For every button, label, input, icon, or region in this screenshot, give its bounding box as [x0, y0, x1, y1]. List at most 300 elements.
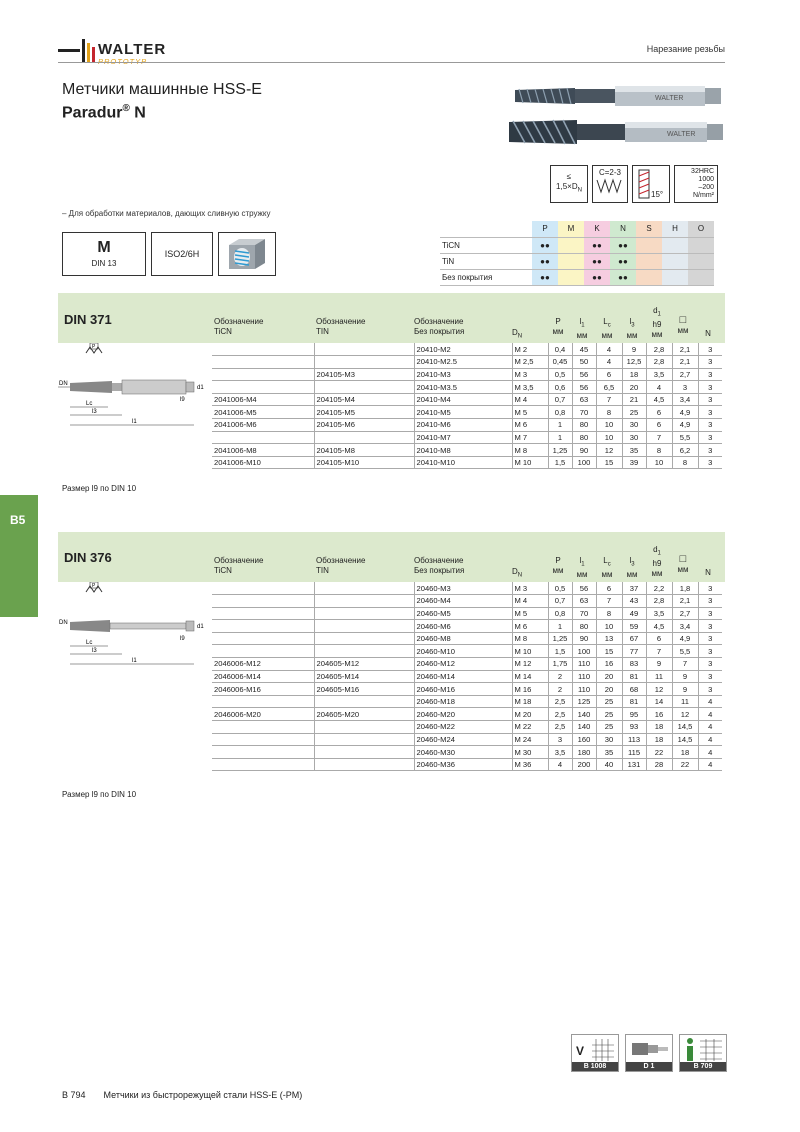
- table-cell: [314, 381, 414, 394]
- table-cell: 100: [572, 456, 596, 469]
- header-rule: [58, 62, 725, 63]
- table-cell: 2046006-M14: [212, 670, 314, 683]
- table-cell: 204105-M6: [314, 419, 414, 432]
- table-cell: 2,1: [672, 356, 698, 369]
- table-cell: 3: [698, 456, 722, 469]
- table-cell: 10: [596, 620, 622, 633]
- svg-text:P: P: [92, 583, 96, 589]
- table-cell: 16: [646, 708, 672, 721]
- table-cell: 2041006-M10: [212, 456, 314, 469]
- table-cell: 204105-M8: [314, 444, 414, 457]
- table-cell: 13: [596, 632, 622, 645]
- table-cell: 11: [672, 695, 698, 708]
- table-row: [212, 607, 722, 620]
- table-cell: 25: [596, 721, 622, 734]
- table-cell: 3: [698, 683, 722, 696]
- table-row: [212, 695, 722, 708]
- page-subtitle: Paradur® N: [62, 103, 146, 122]
- table-cell: 2,5: [548, 695, 572, 708]
- header-l1: $l_1$ мм: [576, 317, 588, 340]
- table-cell: 4: [596, 343, 622, 356]
- table-cell: 100: [572, 645, 596, 658]
- svg-text:l9: l9: [180, 397, 185, 403]
- table-row: [212, 758, 722, 771]
- table-cell: 20460-M5: [414, 607, 512, 620]
- table-row: [212, 356, 722, 369]
- table-cell: 20460-M22: [414, 721, 512, 734]
- table-cell: M 24: [512, 733, 548, 746]
- table-cell: 4: [698, 733, 722, 746]
- header-bez: Обозначение Без покрытия: [414, 317, 465, 336]
- din376-title: DIN 376: [64, 550, 112, 565]
- header-bez: Обозначение Без покрытия: [414, 556, 465, 575]
- header-dn: $D_N$: [512, 567, 523, 579]
- table-cell: 20460-M3: [414, 582, 512, 595]
- table-cell: M 5: [512, 607, 548, 620]
- table-row: [212, 670, 722, 683]
- svg-text:d1: d1: [197, 624, 204, 630]
- table-cell: 39: [622, 456, 646, 469]
- table-row: [212, 393, 722, 406]
- table-cell: 20410-M2.5: [414, 356, 512, 369]
- table-cell: 6: [596, 582, 622, 595]
- table-cell: M 8: [512, 632, 548, 645]
- svg-text:DN: DN: [59, 381, 68, 387]
- table-cell: M 30: [512, 746, 548, 759]
- table-cell: 3: [698, 645, 722, 658]
- table-cell: 14,5: [672, 733, 698, 746]
- table-cell: 113: [622, 733, 646, 746]
- table-cell: [212, 356, 314, 369]
- table-cell: 93: [622, 721, 646, 734]
- header-l1: $l_1$ мм: [576, 556, 588, 579]
- tap-image-straight: [505, 76, 725, 116]
- table-cell: 90: [572, 444, 596, 457]
- table-row: [212, 368, 722, 381]
- header-tin: Обозначение TIN: [316, 556, 366, 575]
- table-cell: 20460-M36: [414, 758, 512, 771]
- table-cell: 22: [672, 758, 698, 771]
- table-cell: [212, 645, 314, 658]
- table-cell: 7: [596, 595, 622, 608]
- table-cell: 2,8: [646, 595, 672, 608]
- table-cell: 3: [698, 658, 722, 671]
- table-cell: 110: [572, 683, 596, 696]
- table-cell: 35: [622, 444, 646, 457]
- table-cell: M 2,5: [512, 356, 548, 369]
- table-cell: M 3: [512, 582, 548, 595]
- table-cell: 10: [596, 419, 622, 432]
- header-tin: Обозначение TIN: [316, 317, 366, 336]
- table-cell: 11: [646, 670, 672, 683]
- table-cell: 6: [646, 419, 672, 432]
- material-col-k: K: [584, 221, 610, 237]
- table-cell: M 4: [512, 393, 548, 406]
- svg-text:Lc: Lc: [86, 401, 93, 407]
- table-cell: 4: [698, 721, 722, 734]
- table-cell: [314, 721, 414, 734]
- table-cell: 2: [548, 670, 572, 683]
- table-cell: 4,9: [672, 419, 698, 432]
- table-cell: 2041006-M6: [212, 419, 314, 432]
- table-cell: 20410-M3: [414, 368, 512, 381]
- table-cell: 40: [596, 758, 622, 771]
- table-cell: [314, 582, 414, 595]
- table-cell: 12,5: [622, 356, 646, 369]
- table-cell: 70: [572, 406, 596, 419]
- material-col-n: N: [610, 221, 636, 237]
- table-cell: 6: [596, 368, 622, 381]
- table-cell: [314, 620, 414, 633]
- table-cell: 25: [622, 406, 646, 419]
- tool-holder-icon[interactable]: D 1: [625, 1034, 673, 1072]
- svg-text:l3: l3: [92, 409, 97, 415]
- table-row: [212, 343, 722, 356]
- svg-text:P: P: [92, 344, 96, 350]
- table-cell: 9: [622, 343, 646, 356]
- header-p: P мм: [552, 556, 564, 575]
- table-cell: 63: [572, 393, 596, 406]
- table-cell: [212, 368, 314, 381]
- material-col-s: S: [636, 221, 662, 237]
- table-row: [212, 406, 722, 419]
- table-cell: [212, 758, 314, 771]
- table-cell: 49: [622, 607, 646, 620]
- table-cell: 2,8: [646, 356, 672, 369]
- header-dn: $D_N$: [512, 328, 523, 340]
- header-square: □ мм: [677, 314, 689, 335]
- din371-tool-diagram: [58, 343, 208, 433]
- table-cell: 20410-M7: [414, 431, 512, 444]
- page-footer: B 794 Метчики из быстрорежущей стали HSS-E (-PM): [62, 1090, 303, 1100]
- table-cell: 204605-M16: [314, 683, 414, 696]
- table-cell: 115: [622, 746, 646, 759]
- header-lc: $L_c$ мм: [601, 556, 613, 579]
- table-cell: 7: [646, 431, 672, 444]
- table-cell: 2,8: [646, 343, 672, 356]
- table-cell: 3: [698, 406, 722, 419]
- table-cell: 1,5: [548, 456, 572, 469]
- table-cell: 2,7: [672, 368, 698, 381]
- cutting-data-icon[interactable]: V B 1008: [571, 1034, 619, 1072]
- table-cell: 3: [698, 356, 722, 369]
- table-cell: 2,1: [672, 595, 698, 608]
- table-cell: 9: [646, 658, 672, 671]
- chamfer-icon: C=2-3: [592, 165, 628, 203]
- table-cell: 10: [596, 431, 622, 444]
- table-cell: [212, 381, 314, 394]
- table-cell: 204105-M10: [314, 456, 414, 469]
- table-cell: 18: [672, 746, 698, 759]
- table-cell: 2,1: [672, 343, 698, 356]
- table-cell: M 16: [512, 683, 548, 696]
- table-cell: [314, 632, 414, 645]
- table-cell: 35: [596, 746, 622, 759]
- header-l3: $l_3$ мм: [626, 317, 638, 340]
- table-cell: 67: [622, 632, 646, 645]
- table-cell: M 18: [512, 695, 548, 708]
- table-row: [212, 645, 722, 658]
- table-cell: 2041006-M8: [212, 444, 314, 457]
- table-cell: 95: [622, 708, 646, 721]
- table-cell: 18: [622, 368, 646, 381]
- table-cell: 6,2: [672, 444, 698, 457]
- table-cell: 30: [622, 431, 646, 444]
- table-cell: 3,4: [672, 620, 698, 633]
- application-note: – Для обработки материалов, дающих сливную стружку: [62, 209, 271, 218]
- table-cell: [314, 356, 414, 369]
- table-cell: [314, 595, 414, 608]
- din376-tool-diagram: [58, 582, 208, 672]
- svg-text:l1: l1: [132, 658, 137, 664]
- table-cell: 7: [672, 658, 698, 671]
- table-cell: 0,7: [548, 595, 572, 608]
- table-cell: 3,5: [548, 746, 572, 759]
- table-cell: 204105-M5: [314, 406, 414, 419]
- table-row: [212, 721, 722, 734]
- table-cell: 204105-M4: [314, 393, 414, 406]
- table-cell: 4: [698, 695, 722, 708]
- table-cell: M 7: [512, 431, 548, 444]
- table-cell: 0,6: [548, 381, 572, 394]
- table-cell: 204605-M14: [314, 670, 414, 683]
- table-cell: 180: [572, 746, 596, 759]
- table-cell: [314, 695, 414, 708]
- table-cell: 20410-M8: [414, 444, 512, 457]
- table-cell: 3,4: [672, 393, 698, 406]
- table-cell: 1: [548, 620, 572, 633]
- table-cell: 30: [622, 419, 646, 432]
- table-cell: 50: [572, 356, 596, 369]
- header-square: □ мм: [677, 553, 689, 574]
- table-cell: 8: [646, 444, 672, 457]
- table-cell: 1,8: [672, 582, 698, 595]
- table-cell: [212, 746, 314, 759]
- table-cell: 25: [596, 695, 622, 708]
- table-cell: 68: [622, 683, 646, 696]
- table-row: [212, 444, 722, 457]
- table-cell: 20410-M10: [414, 456, 512, 469]
- table-cell: 59: [622, 620, 646, 633]
- table-cell: 140: [572, 721, 596, 734]
- table-row: [212, 595, 722, 608]
- table-cell: 56: [572, 582, 596, 595]
- table-cell: 20460-M8: [414, 632, 512, 645]
- thread-form-box: M DIN 13: [62, 232, 146, 276]
- table-cell: 20410-M6: [414, 419, 512, 432]
- page-title: Метчики машинные HSS-E: [62, 81, 262, 98]
- helix-icon: 15°: [632, 165, 670, 203]
- table-cell: 4,5: [646, 620, 672, 633]
- header-p: P мм: [552, 317, 564, 336]
- table-cell: 4: [646, 381, 672, 394]
- table-cell: M 20: [512, 708, 548, 721]
- table-cell: 3: [698, 607, 722, 620]
- table-cell: 4: [548, 758, 572, 771]
- table-cell: 63: [572, 595, 596, 608]
- table-cell: [314, 607, 414, 620]
- table-cell: 20460-M10: [414, 645, 512, 658]
- table-cell: [212, 733, 314, 746]
- table-cell: M 8: [512, 444, 548, 457]
- table-cell: 110: [572, 670, 596, 683]
- table-cell: 2041006-M5: [212, 406, 314, 419]
- info-icon[interactable]: B 709: [679, 1034, 727, 1072]
- table-cell: 2046006-M12: [212, 658, 314, 671]
- table-cell: 20410-M2: [414, 343, 512, 356]
- table-cell: 20410-M3.5: [414, 381, 512, 394]
- table-row: [212, 746, 722, 759]
- table-cell: 3: [698, 444, 722, 457]
- table-row: [212, 658, 722, 671]
- table-cell: [212, 632, 314, 645]
- table-cell: 204605-M12: [314, 658, 414, 671]
- table-cell: 16: [596, 658, 622, 671]
- material-row: Без покрытия ●● ●● ●●: [440, 269, 714, 285]
- table-cell: 20460-M18: [414, 695, 512, 708]
- table-cell: 3: [698, 670, 722, 683]
- table-cell: 20410-M5: [414, 406, 512, 419]
- table-cell: 21: [622, 393, 646, 406]
- table-cell: 4: [596, 356, 622, 369]
- table-cell: 8: [596, 607, 622, 620]
- table-cell: [212, 582, 314, 595]
- din376-table: [212, 582, 722, 771]
- table-cell: 18: [646, 721, 672, 734]
- svg-text:WALTER: WALTER: [655, 95, 684, 102]
- table-cell: [212, 431, 314, 444]
- table-cell: [314, 758, 414, 771]
- table-cell: 9: [672, 670, 698, 683]
- table-cell: [212, 595, 314, 608]
- table-cell: 2,5: [548, 721, 572, 734]
- table-row: [212, 733, 722, 746]
- material-col-m: M: [558, 221, 584, 237]
- din371-size-note: Размер l9 по DIN 10: [62, 484, 137, 493]
- table-cell: 3: [698, 368, 722, 381]
- svg-text:l9: l9: [180, 636, 185, 642]
- header-l3: $l_3$ мм: [626, 556, 638, 579]
- svg-text:V: V: [576, 1044, 585, 1058]
- table-cell: 3: [698, 595, 722, 608]
- table-cell: 20460-M20: [414, 708, 512, 721]
- table-cell: 20460-M14: [414, 670, 512, 683]
- table-cell: 15: [596, 456, 622, 469]
- walter-logo: [58, 37, 208, 69]
- table-cell: 22: [646, 746, 672, 759]
- table-row: [212, 381, 722, 394]
- table-row: [212, 632, 722, 645]
- table-cell: 5,5: [672, 431, 698, 444]
- table-cell: 20: [596, 683, 622, 696]
- table-cell: 4,9: [672, 406, 698, 419]
- svg-text:Lc: Lc: [86, 640, 93, 646]
- svg-text:DN: DN: [59, 620, 68, 626]
- table-cell: 3,5: [646, 368, 672, 381]
- table-cell: [314, 645, 414, 658]
- header-lc: $L_c$ мм: [601, 317, 613, 340]
- table-cell: 20460-M16: [414, 683, 512, 696]
- table-cell: 9: [672, 683, 698, 696]
- table-cell: M 14: [512, 670, 548, 683]
- table-cell: M 36: [512, 758, 548, 771]
- table-cell: 37: [622, 582, 646, 595]
- table-cell: 14: [646, 695, 672, 708]
- table-cell: 0,8: [548, 406, 572, 419]
- table-cell: 6: [646, 406, 672, 419]
- table-cell: 12: [646, 683, 672, 696]
- through-hole-icon: [218, 232, 276, 276]
- table-cell: 20410-M4: [414, 393, 512, 406]
- table-cell: 4: [698, 746, 722, 759]
- table-cell: 56: [572, 368, 596, 381]
- table-cell: [212, 695, 314, 708]
- table-cell: [314, 733, 414, 746]
- table-cell: 20460-M6: [414, 620, 512, 633]
- table-cell: [212, 620, 314, 633]
- table-cell: 3: [698, 381, 722, 394]
- table-cell: 4,5: [646, 393, 672, 406]
- tap-image-spiral: [505, 112, 725, 152]
- table-cell: M 12: [512, 658, 548, 671]
- table-cell: 20460-M12: [414, 658, 512, 671]
- material-suitability-table: [440, 221, 714, 286]
- material-col-p: P: [532, 221, 558, 237]
- table-cell: 1,5: [548, 645, 572, 658]
- table-cell: 1,25: [548, 632, 572, 645]
- table-cell: M 2: [512, 343, 548, 356]
- svg-text:l3: l3: [92, 648, 97, 654]
- table-cell: 1: [548, 419, 572, 432]
- table-cell: 12: [672, 708, 698, 721]
- svg-text:l1: l1: [132, 419, 137, 425]
- table-cell: 3: [698, 343, 722, 356]
- header-n: N: [705, 329, 711, 338]
- chapter-tab[interactable]: B5: [0, 495, 38, 617]
- table-row: [212, 708, 722, 721]
- table-cell: [314, 746, 414, 759]
- table-cell: 14,5: [672, 721, 698, 734]
- table-cell: 20460-M4: [414, 595, 512, 608]
- table-cell: 3: [698, 393, 722, 406]
- table-cell: M 4: [512, 595, 548, 608]
- table-cell: 3: [698, 419, 722, 432]
- table-cell: 77: [622, 645, 646, 658]
- table-cell: 2041006-M4: [212, 393, 314, 406]
- table-cell: 2,2: [646, 582, 672, 595]
- table-cell: 204105-M3: [314, 368, 414, 381]
- table-cell: 4: [698, 708, 722, 721]
- material-row: TiN ●● ●● ●●: [440, 253, 714, 269]
- table-cell: 25: [596, 708, 622, 721]
- table-cell: 4: [698, 758, 722, 771]
- table-row: [212, 456, 722, 469]
- table-cell: 1,25: [548, 444, 572, 457]
- svg-text:d1: d1: [197, 385, 204, 391]
- application-icons: [550, 165, 718, 203]
- table-cell: 15: [596, 645, 622, 658]
- table-cell: 20460-M24: [414, 733, 512, 746]
- table-cell: 45: [572, 343, 596, 356]
- table-cell: 30: [596, 733, 622, 746]
- table-cell: 10: [646, 456, 672, 469]
- table-row: [212, 419, 722, 432]
- table-cell: 3: [672, 381, 698, 394]
- table-cell: 1: [548, 431, 572, 444]
- table-cell: 2046006-M16: [212, 683, 314, 696]
- table-cell: 18: [646, 733, 672, 746]
- depth-icon: ≤ $1,5\times D_N$: [550, 165, 588, 203]
